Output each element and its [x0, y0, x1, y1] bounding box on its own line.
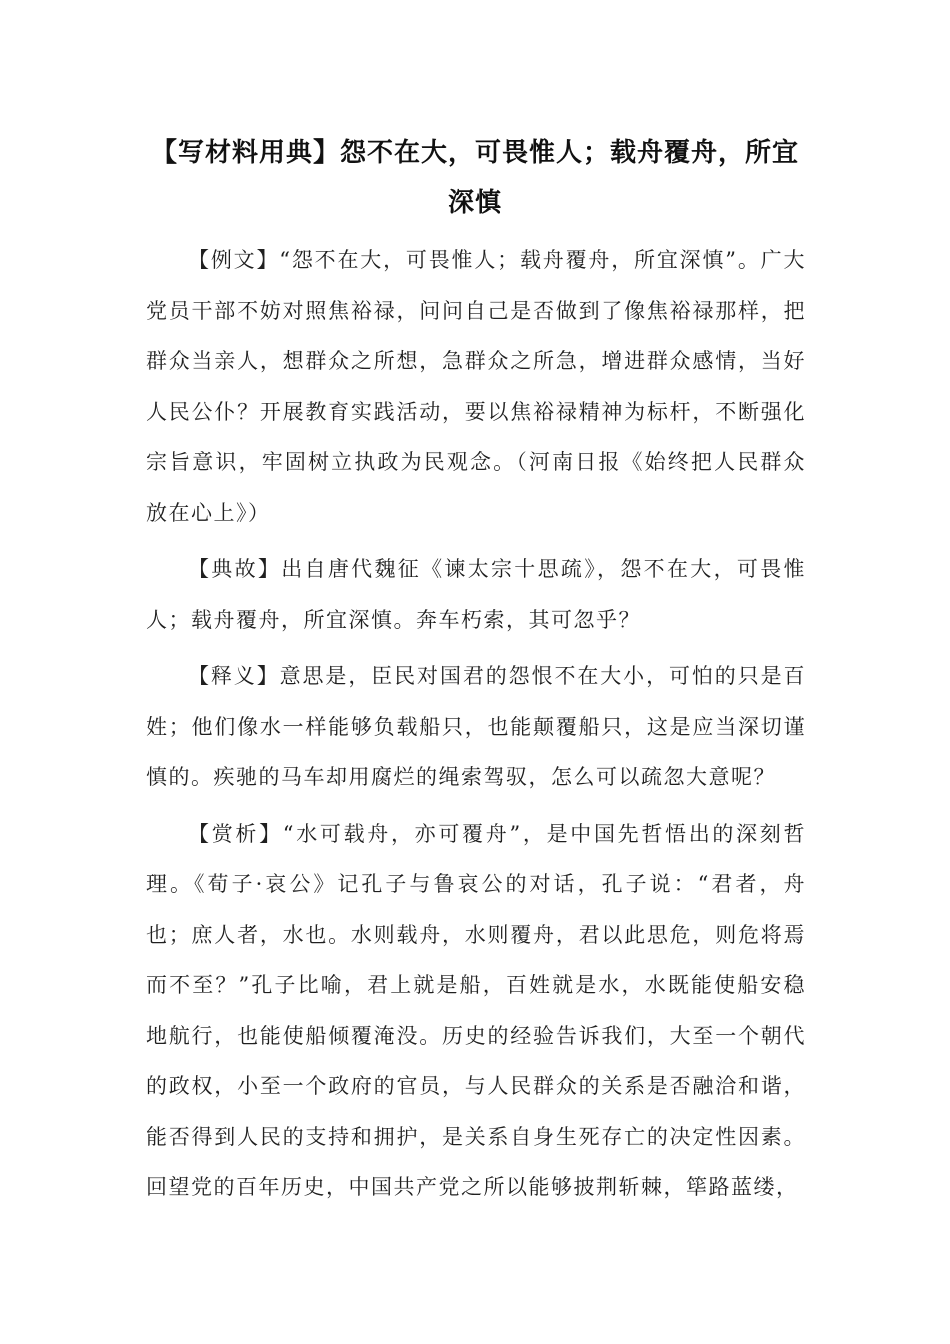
paragraph-tag: 【例文】: [188, 248, 280, 272]
paragraph-text: “怨不在大，可畏惟人；载舟覆舟，所宜深慎”。广大党员干部不妨对照焦裕禄，问问自己是否做到了像焦裕禄那样，把群众当亲人，想群众之所想，急群众之所急，增进群众感情，当好人民公仆？开展教育实践活动，要以焦裕禄精神为标杆，不断强化宗旨意识，牢固树立执政为民观念。（河南日报《始终把人民群众放在心上》）: [146, 248, 806, 525]
paragraph-text: 意思是，臣民对国君的怨恨不在大小，可怕的只是百姓；他们像水一样能够负载船只，也能颠覆船只，这是应当深切谨慎的。疾驰的马车却用腐烂的绳索驾驭，怎么可以疏忽大意呢？: [146, 664, 807, 789]
paragraph-allusion: [146, 544, 806, 645]
paragraph-appreciation: [146, 809, 806, 1213]
paragraph-text: 出自唐代魏征《谏太宗十思疏》，怨不在大，可畏惟人；载舟覆舟，所宜深慎。奔车朽索，其可忽乎？: [146, 557, 807, 632]
paragraph-interpretation: [146, 651, 806, 803]
paragraph-tag: 【赏析】: [188, 821, 283, 846]
paragraph-tag: 【典故】: [188, 557, 282, 581]
document-body: [146, 235, 806, 1219]
paragraph-tag: 【释义】: [188, 664, 280, 688]
paragraph-example: [146, 235, 806, 538]
document-title: 【写材料用典】怨不在大，可畏惟人；载舟覆舟，所宜深慎: [150, 138, 799, 218]
paragraph-text: “水可载舟，亦可覆舟”，是中国先哲悟出的深刻哲理。《荀子·哀公》记孔子与鲁哀公的对话，孔子说：“君者，舟也；庶人者，水也。水则载舟，水则覆舟，君以此思危，则危将焉而不至？”孔子比喻，君上就是船，百姓就是水，水既能使船安稳地航行，也能使船倾覆淹没。历史的经验告诉我们，大至一个朝代的政权，小至一个政府的官员，与人民群众的关系是否融洽和谐，能否得到人民的支持和拥护，是关系自身生死存亡的决定性因素。回望党的百年历史，中国共产党之所以能够披荆斩棘，筚路蓝缕，: [146, 821, 806, 1199]
